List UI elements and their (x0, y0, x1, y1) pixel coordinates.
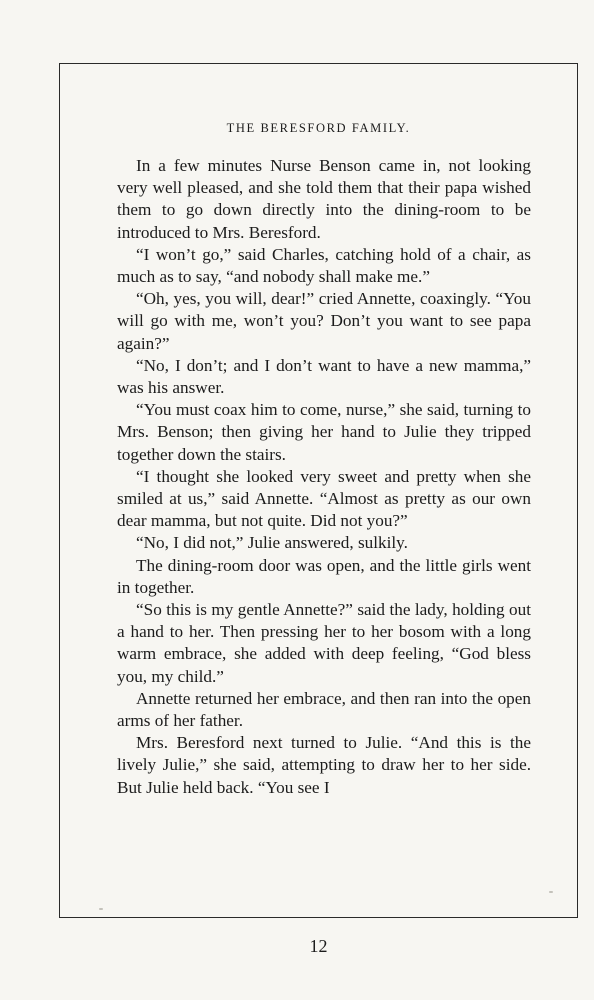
paragraph-10: Annette returned her embrace, and then ran into the open arms of her father. (117, 688, 531, 731)
running-head: THE BERESFORD FAMILY. (226, 121, 411, 135)
paragraph-3: “Oh, yes, you will, dear!” cried Annette, coaxingly. “You will go with me, won’t you? Don’t you want to see papa again?” (117, 289, 531, 353)
paragraph-8: The dining-room door was open, and the little girls went in together. (117, 555, 531, 597)
body-text (117, 155, 531, 799)
paragraph-1: In a few minutes Nurse Benson came in, not looking very well pleased, and she told them that their papa wished them to go down directly into the dining-room to be introduced to Mrs. Beresford. (117, 156, 531, 242)
paragraph-6: “I thought she looked very sweet and pretty when she smiled at us,” said Annette. “Almost as pretty as our own dear mamma, but not quite. Did not you?” (117, 466, 531, 531)
paper-speck (99, 908, 103, 910)
page-number: 12 (309, 936, 328, 956)
paragraph-5: “You must coax him to come, nurse,” she said, turning to Mrs. Benson; then giving her hand to Julie they tripped together down the stairs. (117, 400, 531, 464)
paragraph-7: “No, I did not,” Julie answered, sulkily. (136, 533, 408, 553)
paragraph-4: “No, I don’t; and I don’t want to have a new mamma,” was his answer. (117, 355, 531, 398)
paragraph-2: “I won’t go,” said Charles, catching hold of a chair, as much as to say, “and nobody shall make me.” (117, 244, 531, 287)
paper-speck (549, 891, 553, 893)
paragraph-9: “So this is my gentle Annette?” said the lady, holding out a hand to her. Then pressing her to her bosom with a long warm embrace, she added with deep feeling, “God bless you, my child.” (117, 600, 531, 686)
paragraph-11: Mrs. Beresford next turned to Julie. “And this is the lively Julie,” she said, attempting to draw her to her side. But Julie held back. “You see I (117, 733, 531, 797)
